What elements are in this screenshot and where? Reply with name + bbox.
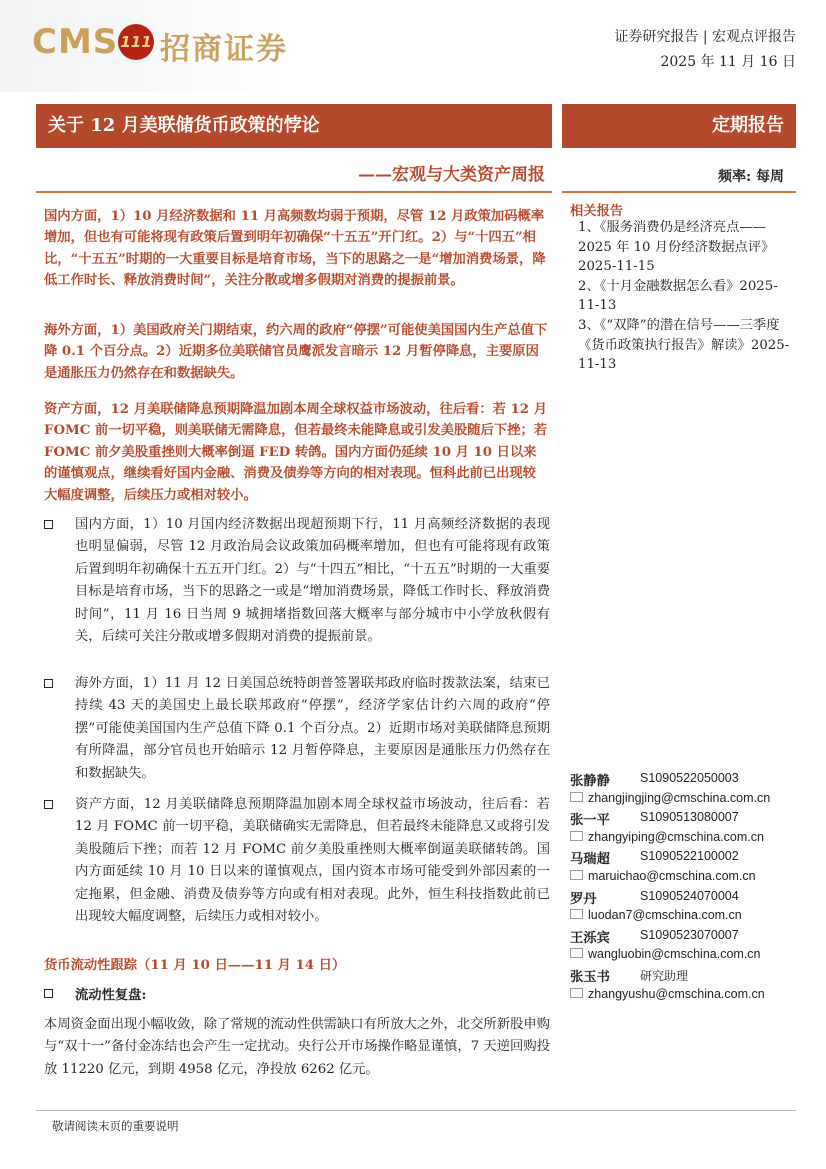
analyst-list bbox=[570, 770, 795, 1005]
analyst-id: S1090522050003 bbox=[640, 771, 739, 785]
analyst-id: S1090513080007 bbox=[640, 810, 739, 825]
bullet-domestic bbox=[44, 514, 550, 648]
analyst-name: 马瑞超 bbox=[570, 852, 610, 868]
bullet-square-icon bbox=[44, 679, 53, 688]
analyst-email[interactable]: zhangyiping@cmschina.com.cn bbox=[570, 830, 764, 844]
related-reports-list bbox=[578, 218, 790, 375]
mail-icon bbox=[570, 792, 583, 802]
mail-icon bbox=[570, 988, 583, 998]
analyst-id: S1090523070007 bbox=[640, 927, 739, 942]
title-divider bbox=[36, 191, 552, 193]
related-report-item[interactable]: 1、《服务消费仍是经济亮点——2025 年 10 月份经济数据点评》2025-11-15 bbox=[578, 220, 775, 275]
summary-domestic: 国内方面，1）10 月经济数据和 11 月高频数均弱于预期，尽管 12 月政策加码概率增加，但也有可能将现有政策后置到明年初确保“十五五”开门红。2）与“十四五”相比，“十五五”时期的一大重要目标是培育市场，当下的思路之一是“增加消费场景，降低工作时长、释放消费时间”，关注分散或增多假期对消费的提振前景。 bbox=[44, 209, 546, 289]
bullet-overseas bbox=[44, 673, 550, 785]
report-title: 关于 12 月美联储货币政策的悖论 bbox=[36, 104, 552, 148]
analyst-email-row bbox=[570, 907, 795, 927]
bullet-text: 国内方面，1）10 月国内经济数据出现超预期下行，11 月高频经济数据的表现也明显偏弱，尽管 12 月政治局会议政策加码概率增加，但也有可能将现有政策后置到明年初确保十五五开门红。2）与“十四五”相比，“十五五”时期的一大重要目标是培育市场，当下的思路之一或是“增加消费场景，降低工作时长、释放消费时间”，11 月 16 日当周 9 城拥堵指数回落大概率与部分城市中小学放秋假有关，后续可关注分散或增多假期对消费的提振前景。 bbox=[75, 517, 550, 645]
related-reports-title: 相关报告 bbox=[570, 204, 624, 219]
analyst-name: 张玉书 bbox=[570, 969, 610, 985]
footer-note: 敬请阅读末页的重要说明 bbox=[52, 1119, 179, 1133]
analyst-name: 王泺宾 bbox=[570, 930, 610, 946]
logo-chinese-name: 招商证券 bbox=[160, 32, 288, 67]
bullet-square-icon bbox=[44, 989, 53, 998]
bullet-square-icon bbox=[44, 520, 53, 529]
analyst-email-row bbox=[570, 868, 795, 888]
analyst-row bbox=[570, 888, 795, 908]
analyst-email-row bbox=[570, 790, 795, 810]
logo-mark-icon: 111 bbox=[118, 24, 154, 60]
bullet-assets bbox=[44, 794, 550, 928]
report-category-label: 定期报告 bbox=[562, 104, 796, 148]
analyst-row bbox=[570, 770, 795, 790]
logo-cms-text: CMS bbox=[32, 22, 119, 62]
related-report-item[interactable]: 2、《十月金融数据怎么看》2025-11-13 bbox=[578, 278, 778, 314]
analyst-email[interactable]: zhangyushu@cmschina.com.cn bbox=[570, 987, 765, 1001]
analyst-name: 张一平 bbox=[570, 813, 610, 829]
analyst-row bbox=[570, 809, 795, 829]
bullet-text: 海外方面，1）11 月 12 日美国总统特朗普签署联邦政府临时拨款法案，结束已持续 43 天的美国史上最长联邦政府“停摆”，经济学家估计约六周的政府“停摆”可能使美国国内生产总值下降 0.1 个百分点。2）近期市场对美联储降息预期有所降温，部分官员也开始暗示 12 月暂停降息，主要原因是通胀压力仍然存在和数据缺失。 bbox=[75, 676, 550, 781]
liquidity-review-body: 本周资金面出现小幅收敛，除了常规的流动性供需缺口有所放大之外，北交所新股申购与“双十一”备付金冻结也会产生一定扰动。央行公开市场操作略显谨慎，7 天逆回购投放 11220 亿元，到期 4958 亿元，净投放 6262 亿元。 bbox=[44, 1017, 550, 1077]
analyst-id: S1090524070004 bbox=[640, 888, 739, 903]
report-date: 2025 年 11 月 16 日 bbox=[660, 54, 796, 70]
analyst-name: 张静静 bbox=[570, 774, 610, 789]
mail-icon bbox=[570, 870, 583, 880]
summary-assets: 资产方面，12 月美联储降息预期降温加剧本周全球权益市场波动，往后看：若 12 月 FOMC 前一切平稳，则美联储无需降息，但若最终未能降息或引发美股随后下挫；若 FOMC 前夕美股重挫则大概率倒逼 FED 转鸽。国内方面仍延续 10 月 10 日以来的谨慎观点，继续看好国内金融、消费及债券等方向的相对表现。恒科此前已出现较大幅度调整，后续压力或相对较小。 bbox=[44, 402, 548, 503]
summary-overseas: 海外方面，1）美国政府关门期结束，约六周的政府“停摆”可能使美国国内生产总值下降 0.1 个百分点。2）近期多位美联储官员鹰派发言暗示 12 月暂停降息，主要原因是通胀压力仍然存在和数据缺失。 bbox=[44, 323, 548, 381]
related-report-item[interactable]: 3、《“双降”的潜在信号——三季度《货币政策执行报告》解读》2025-11-13 bbox=[578, 317, 790, 373]
liquidity-review-heading: 流动性复盘: bbox=[44, 984, 146, 1003]
analyst-row bbox=[570, 927, 795, 947]
analyst-row bbox=[570, 848, 795, 868]
report-subtitle: ——宏观与大类资产周报 bbox=[358, 165, 545, 185]
analyst-name: 罗丹 bbox=[570, 891, 597, 907]
bullet-text: 资产方面，12 月美联储降息预期降温加剧本周全球权益市场波动，往后看：若 12 月 FOMC 前一切平稳，美联储确实无需降息，但若最终未能降息又或将引发美股随后下挫；而若 12 月 FOMC 前夕美股重挫则大概率倒逼美联储转鸽。国内方面延续 10 月 10 日以来的谨慎观点，国内资本市场可能受到外部因素的一定拖累，但金融、消费及债券等方向或有相对表现。此外，恒生科技指数此前已出现较大幅度调整，后续压力或相对较小。 bbox=[75, 797, 550, 925]
mail-icon bbox=[570, 909, 583, 919]
mail-icon bbox=[570, 948, 583, 958]
section-heading-liquidity: 货币流动性跟踪（11 月 10 日——11 月 14 日） bbox=[44, 958, 346, 973]
analyst-email-row bbox=[570, 946, 795, 966]
bullet-square-icon bbox=[44, 800, 53, 809]
report-frequency: 频率: 每周 bbox=[717, 169, 784, 185]
mail-icon bbox=[570, 831, 583, 841]
analyst-email-row bbox=[570, 829, 795, 849]
report-type: 证券研究报告 | 宏观点评报告 bbox=[614, 29, 796, 45]
side-divider bbox=[562, 191, 796, 193]
analyst-row bbox=[570, 966, 795, 986]
analyst-email-row bbox=[570, 986, 795, 1006]
analyst-email[interactable]: maruichao@cmschina.com.cn bbox=[570, 869, 756, 883]
footer-divider bbox=[36, 1110, 796, 1111]
analyst-email[interactable]: zhangjingjing@cmschina.com.cn bbox=[570, 791, 770, 805]
analyst-email[interactable]: luodan7@cmschina.com.cn bbox=[570, 908, 742, 922]
analyst-role: 研究助理 bbox=[640, 968, 689, 983]
analyst-id: S1090522100002 bbox=[640, 849, 739, 864]
analyst-email[interactable]: wangluobin@cmschina.com.cn bbox=[570, 947, 761, 961]
